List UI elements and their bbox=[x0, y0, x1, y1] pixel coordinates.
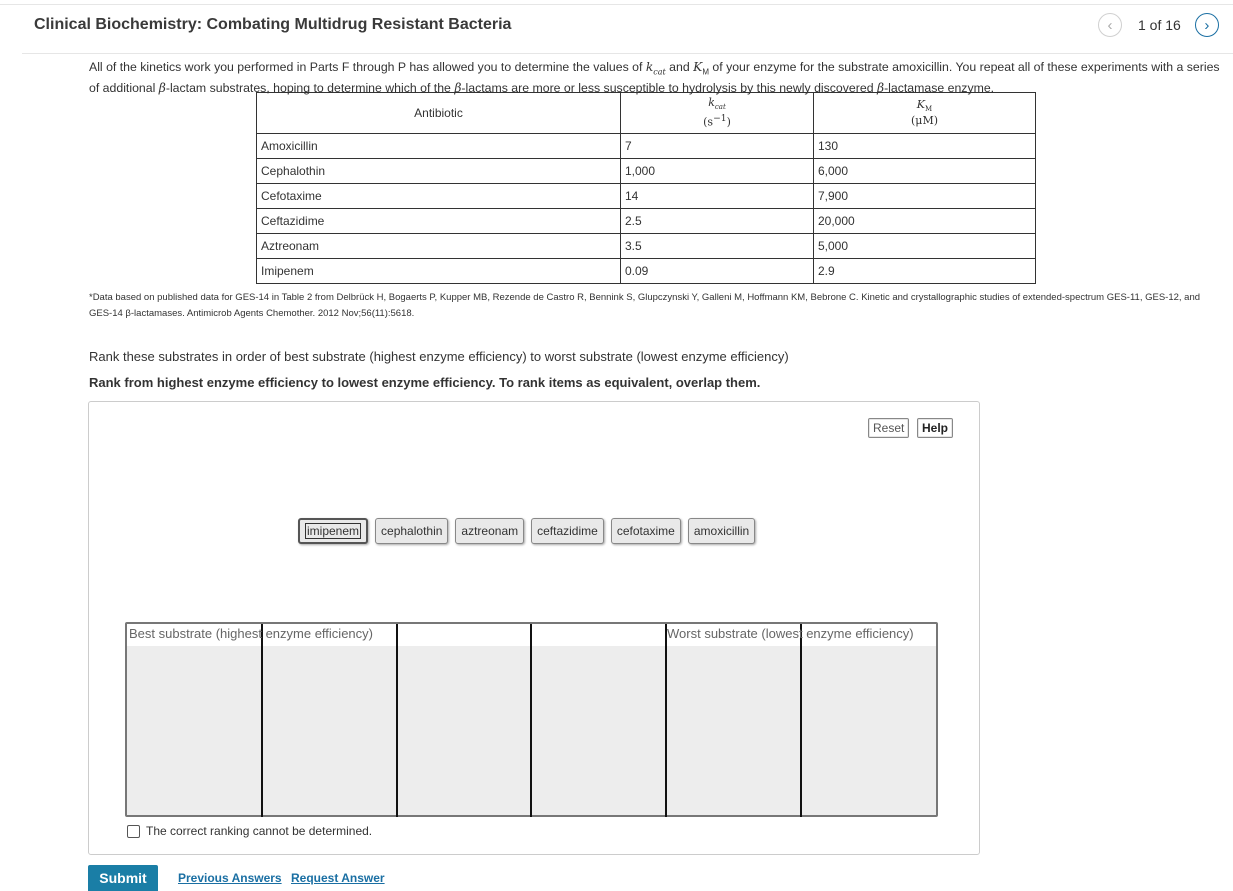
cannot-determine-option[interactable] bbox=[127, 824, 372, 838]
reset-button[interactable]: Reset bbox=[868, 418, 909, 438]
help-button[interactable]: Help bbox=[917, 418, 953, 438]
cell-kcat: 1,000 bbox=[621, 159, 814, 184]
tile-label: amoxicillin bbox=[693, 524, 750, 538]
tile-cefotaxime[interactable] bbox=[611, 518, 681, 544]
pagination bbox=[1098, 13, 1219, 37]
table-row bbox=[257, 234, 1036, 259]
chevron-right-icon: › bbox=[1204, 16, 1210, 34]
page-count: 1 of 16 bbox=[1138, 17, 1181, 33]
cannot-determine-checkbox[interactable] bbox=[127, 825, 140, 838]
cell-km: 130 bbox=[814, 134, 1036, 159]
slot-divider bbox=[665, 624, 667, 817]
header-antibiotic: Antibiotic bbox=[257, 93, 621, 134]
header-km: $K_M$ (μM) bbox=[814, 93, 1036, 134]
cell-kcat: 0.09 bbox=[621, 259, 814, 284]
cell-antibiotic: Cephalothin bbox=[257, 159, 621, 184]
slot-divider bbox=[261, 624, 263, 817]
ranking-drop-zone[interactable] bbox=[125, 622, 938, 817]
cell-km: 2.9 bbox=[814, 259, 1036, 284]
draggable-tiles bbox=[298, 518, 762, 544]
chevron-left-icon: ‹ bbox=[1107, 16, 1113, 34]
header-kcat: $k_{cat}$ $(s^{-1})$ bbox=[621, 93, 814, 134]
worst-substrate-label: Worst substrate (lowest enzyme efficiency) bbox=[667, 626, 914, 641]
previous-page-button[interactable] bbox=[1098, 13, 1122, 37]
page-title: Clinical Biochemistry: Combating Multidrug Resistant Bacteria bbox=[34, 16, 512, 33]
tile-ceftazidime[interactable] bbox=[531, 518, 604, 544]
submit-button[interactable]: Submit bbox=[88, 865, 158, 891]
cell-km: 20,000 bbox=[814, 209, 1036, 234]
top-border bbox=[0, 4, 1233, 5]
slot-divider bbox=[800, 624, 802, 817]
slot-divider bbox=[530, 624, 532, 817]
tile-cephalothin[interactable] bbox=[375, 518, 448, 544]
tile-label: cefotaxime bbox=[616, 524, 675, 538]
tile-label: aztreonam bbox=[461, 524, 519, 538]
table-row bbox=[257, 159, 1036, 184]
table-row bbox=[257, 134, 1036, 159]
request-answer-link[interactable]: Request Answer bbox=[291, 871, 385, 885]
best-substrate-label: Best substrate (highest enzyme efficiency) bbox=[129, 626, 373, 641]
cell-kcat: 2.5 bbox=[621, 209, 814, 234]
ranking-instruction: Rank from highest enzyme efficiency to lowest enzyme efficiency. To rank items as equivalent, overlap them. bbox=[89, 375, 761, 390]
cell-km: 5,000 bbox=[814, 234, 1036, 259]
cell-antibiotic: Imipenem bbox=[257, 259, 621, 284]
cell-antibiotic: Amoxicillin bbox=[257, 134, 621, 159]
previous-answers-link[interactable]: Previous Answers bbox=[178, 871, 282, 885]
tile-imipenem[interactable] bbox=[298, 518, 368, 544]
tile-label: imipenem bbox=[307, 524, 360, 538]
table-row bbox=[257, 209, 1036, 234]
kinetics-table bbox=[256, 92, 1036, 284]
tile-amoxicillin[interactable] bbox=[688, 518, 755, 544]
cell-kcat: 3.5 bbox=[621, 234, 814, 259]
table-row bbox=[257, 259, 1036, 284]
tile-aztreonam[interactable] bbox=[455, 518, 524, 544]
slot-divider bbox=[396, 624, 398, 817]
cell-km: 7,900 bbox=[814, 184, 1036, 209]
cell-kcat: 7 bbox=[621, 134, 814, 159]
intro-text: All of the kinetics work you performed in Parts F through P has allowed you to determine the values of $k_{cat}$ and $K_M$ of your enzyme for the substrate amoxicillin. You repeat all of these experiments with a series of additional β-lactam substrates, hoping to determine which of the β-lactams are more or less susceptible to hydrolysis by this newly discovered β-lactamase enzyme. bbox=[89, 60, 1220, 96]
table-row bbox=[257, 184, 1036, 209]
question-prompt: Rank these substrates in order of best substrate (highest enzyme efficiency) to worst substrate (lowest enzyme efficiency) bbox=[89, 349, 789, 364]
cell-km: 6,000 bbox=[814, 159, 1036, 184]
tile-label: cephalothin bbox=[381, 524, 443, 538]
cell-kcat: 14 bbox=[621, 184, 814, 209]
tile-label: ceftazidime bbox=[537, 524, 598, 538]
data-footnote: *Data based on published data for GES-14 in Table 2 from Delbrück H, Bogaerts P, Kupper MB, Rezende de Castro R, Bennink S, Glupczynski Y, Galleni M, Hoffmann KM, Bebrone C. Kinetic and crystallographic studies of extended-spectrum GES-11, GES-12, and GES-14 β-lactamases. Antimicrob Agents Chemother. 2012 Nov;56(11):5618. bbox=[89, 292, 1201, 319]
header-divider bbox=[22, 53, 1233, 54]
cell-antibiotic: Cefotaxime bbox=[257, 184, 621, 209]
cannot-determine-label: The correct ranking cannot be determined. bbox=[146, 824, 373, 838]
cell-antibiotic: Aztreonam bbox=[257, 234, 621, 259]
next-page-button[interactable] bbox=[1195, 13, 1219, 37]
cell-antibiotic: Ceftazidime bbox=[257, 209, 621, 234]
